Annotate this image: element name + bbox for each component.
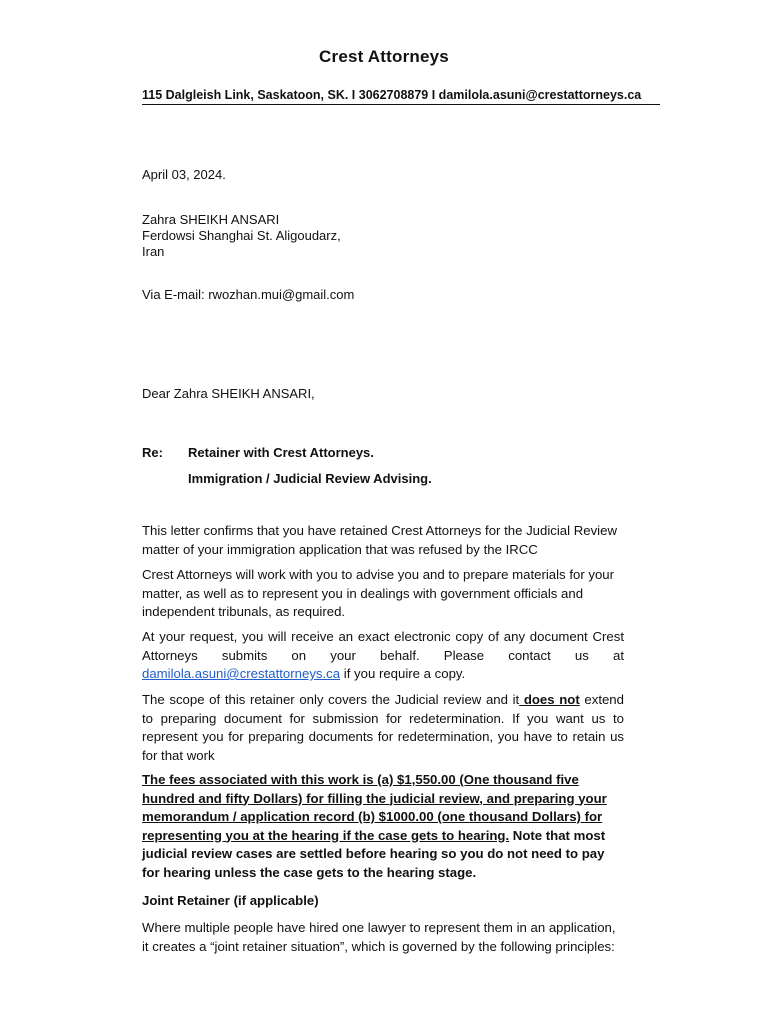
fees-note: Note that most judicial review cases are settled before hearing so you do not need to pay for hearing unless the case gets to the hearing stage.	[142, 827, 606, 880]
paragraph-confirmation: This letter confirms that you have retained Crest Attorneys for the Judicial Review matter of your immigration application that was refused by the IRCC	[142, 523, 617, 557]
subject-label: Re:	[142, 445, 163, 460]
joint-retainer-heading: Joint Retainer (if applicable)	[142, 893, 319, 908]
contact-email-link[interactable]: damilola.asuni@crestattorneys.ca	[142, 666, 341, 681]
paragraph-fees	[142, 771, 624, 882]
firm-name: Crest Attorneys	[319, 47, 449, 66]
paragraph-document-copies: At your request, you will receive an exact electronic copy of any document Crest Attorneys submits on your behalf. Please contact us at damilola.asuni@crestattorneys.ca if you require a copy.	[142, 629, 624, 681]
recipient-address	[142, 212, 341, 260]
scope-emphasis: does not	[519, 692, 580, 707]
subject-title: Retainer with Crest Attorneys.	[188, 445, 374, 460]
letterhead-contact-line: 115 Dalgleish Link, Saskatoon, SK. I 3062708879 I damilola.asuni@crestattorneys.ca	[142, 88, 660, 105]
subject-line-2	[142, 471, 622, 489]
paragraph-joint-retainer: Where multiple people have hired one lawyer to represent them in an application, it creates a “joint retainer situation”, which is governed by the following principles:	[142, 920, 616, 954]
via-email-line: Via E-mail: rwozhan.mui@gmail.com	[142, 287, 355, 302]
fees-statement: The fees associated with this work is (a) $1,550.00 (One thousand five hundred and fifty Dollars) for filling the judicial review, and preparing your memorandum / application record (b) $1000.00 (one thousand Dollars) for representing you at the hearing if the case gets to hearing.	[142, 772, 607, 843]
subject-subtitle: Immigration / Judicial Review Advising.	[188, 471, 432, 486]
subject-line	[142, 445, 622, 463]
recipient-name: Zahra SHEIKH ANSARI	[142, 212, 280, 227]
paragraph-services: Crest Attorneys will work with you to advise you and to prepare materials for your matter, as well as to represent you in dealings with government officials and independent tribunals, as required.	[142, 567, 615, 619]
recipient-street: Ferdowsi Shanghai St. Aligoudarz,	[142, 228, 341, 243]
recipient-country: Iran	[142, 244, 165, 259]
letter-date: April 03, 2024.	[142, 167, 226, 182]
salutation: Dear Zahra SHEIKH ANSARI,	[142, 386, 315, 401]
paragraph-scope: The scope of this retainer only covers the Judicial review and it does not extend to preparing document for submission for redetermination. If you want us to represent you for preparing documents for redetermination, you have to retain us for that work	[142, 692, 624, 763]
